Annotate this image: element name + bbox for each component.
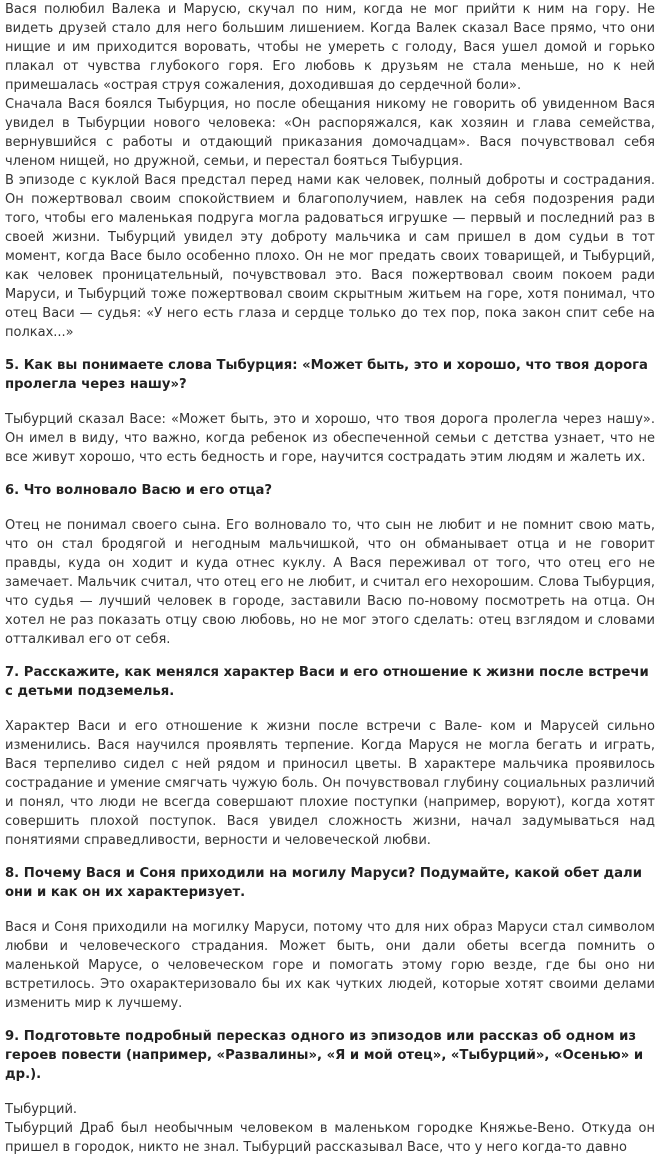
- answer-paragraph: Вася и Соня приходили на могилку Маруси, потому что для них образ Маруси стал символом любви и человеческого страдания. Может быть, они дали обеты всегда помнить о маленькой Марусе, о человеческом горе и помогать этому горю везде, где бы оно ни встретилось. Это охарактеризовало бы их как чутких людей, которые хотят своими делами изменить мир к лучшему.: [5, 920, 655, 1011]
- answer-paragraph: Тыбурций сказал Васе: «Может быть, это и хорошо, что твоя дорога пролегла через нашу». Он имел в виду, что важно, когда ребенок из обеспеченной семьи с детства узнает, что не все живут хорошо, что есть бедность и горе, научится сострадать этим людям и жалеть их.: [5, 412, 655, 465]
- intro-paragraph-1: Вася полюбил Валека и Марусю, скучал по ним, когда не мог прийти к ним на гору. Не видеть друзей стало для него большим лишением. Когда Валек сказал Васе прямо, что они нищие и им приходится воровать, чтобы не умереть с голоду, Вася ушел домой и горько плакал от чувства глубокого горя. Его любовь к друзьям не стала меньше, но к ней примешалась «острая струя сожаления, доходившая до сердечной боли».: [5, 2, 655, 93]
- question-heading: 6. Что волновало Васю и его отца?: [5, 483, 273, 498]
- question-heading: 7. Расскажите, как менялся характер Васи и его отношение к жизни после встречи с детьми подземелья.: [5, 665, 649, 699]
- intro-paragraph-3: В эпизоде с куклой Вася предстал перед нами как человек, полный доброты и сострадания. Он пожертвовал своим спокойствием и благополучием, навлек на себя подозрения ради того, чтобы его маленькая подруга могла радоваться игрушке — первый и последний раз в своей жизни. Тыбурций увидел эту доброту мальчика и сам пришел в дом судьи в тот момент, когда Васе было особенно плохо. Он не мог предать своих товарищей, и Тыбурций, как человек проницательный, почувствовал это. Вася пожертвовал своим покоем ради Маруси, и Тыбурций тоже пожертвовал своим скрытным житьем на горе, хотя понимал, что отец Васи — судья: «У него есть глаза и сердце только до тех пор, пока закон спит себе на полках...»: [5, 173, 655, 340]
- question-heading: 9. Подготовьте подробный пересказ одного из эпизодов или рассказ об одном из героев повести (например, «Развалины», «Я и мой отец», «Тыбурций», «Осенью» и др.).: [5, 1029, 644, 1082]
- answer-paragraph: Тыбурций Драб был необычным человеком в маленьком городке Княжье-Вено. Откуда он пришел в городок, никто не знал. Тыбурций рассказывал Васе, что у него когда-то давно: [5, 1121, 655, 1155]
- answer-paragraph: Характер Васи и его отношение к жизни после встречи с Вале- ком и Марусей сильно изменились. Вася научился проявлять терпение. Когда Маруся не могла бегать и играть, Вася терпеливо сидел с ней рядом и приносил цветы. В характере мальчика проявилось сострадание и умение смягчать чужую боль. Он почувствовал глубину социальных различий и понял, что люди не всегда совершают плохие поступки (например, воруют), когда хотят совершить плохой поступок. Вася увидел сложность жизни, начал задумываться над понятиями справедливости, верности и человеческой любви.: [5, 719, 655, 848]
- section-question-6: [5, 481, 655, 649]
- section-question-8: [5, 864, 655, 1013]
- section-question-5: [5, 356, 655, 467]
- intro-paragraph-2: Сначала Вася боялся Тыбурция, но после обещания никому не говорить об увиденном Вася увидел в Тыбурции нового человека: «Он распоряжался, как хозяин и глава семейства, вернувшийся с работы и отдающий приказания домочадцам». Вася почувствовал себя членом нищей, но дружной, семьи, и перестал бояться Тыбурция.: [5, 97, 655, 169]
- answer-paragraph: Отец не понимал своего сына. Его волновало то, что сын не любит и не помнит свою мать, что он стал бродягой и негодным мальчишкой, что он обманывает отца и не говорит правды, куда он ходит и куда отнес куклу. А Вася переживал от того, что отец его не замечает. Мальчик считал, что отец его не любит, и считал его нехорошим. Слова Тыбурция, что судья — лучший человек в городе, заставили Васю по-новому посмотреть на отца. Он хотел не раз показать отцу свою любовь, но не мог этого сделать: отец взглядом и словами отталкивал его от себя.: [5, 518, 655, 647]
- section-question-9: [5, 1027, 655, 1157]
- section-question-7: [5, 663, 655, 850]
- answer-subtitle: Тыбурций.: [5, 1102, 78, 1117]
- question-heading: 5. Как вы понимаете слова Тыбурция: «Может быть, это и хорошо, что твоя дорога пролегла через нашу»?: [5, 358, 648, 392]
- question-heading: 8. Почему Вася и Соня приходили на могилу Маруси? Подумайте, какой обет дали они и как он их характеризует.: [5, 866, 642, 900]
- article-body: [5, 0, 655, 1163]
